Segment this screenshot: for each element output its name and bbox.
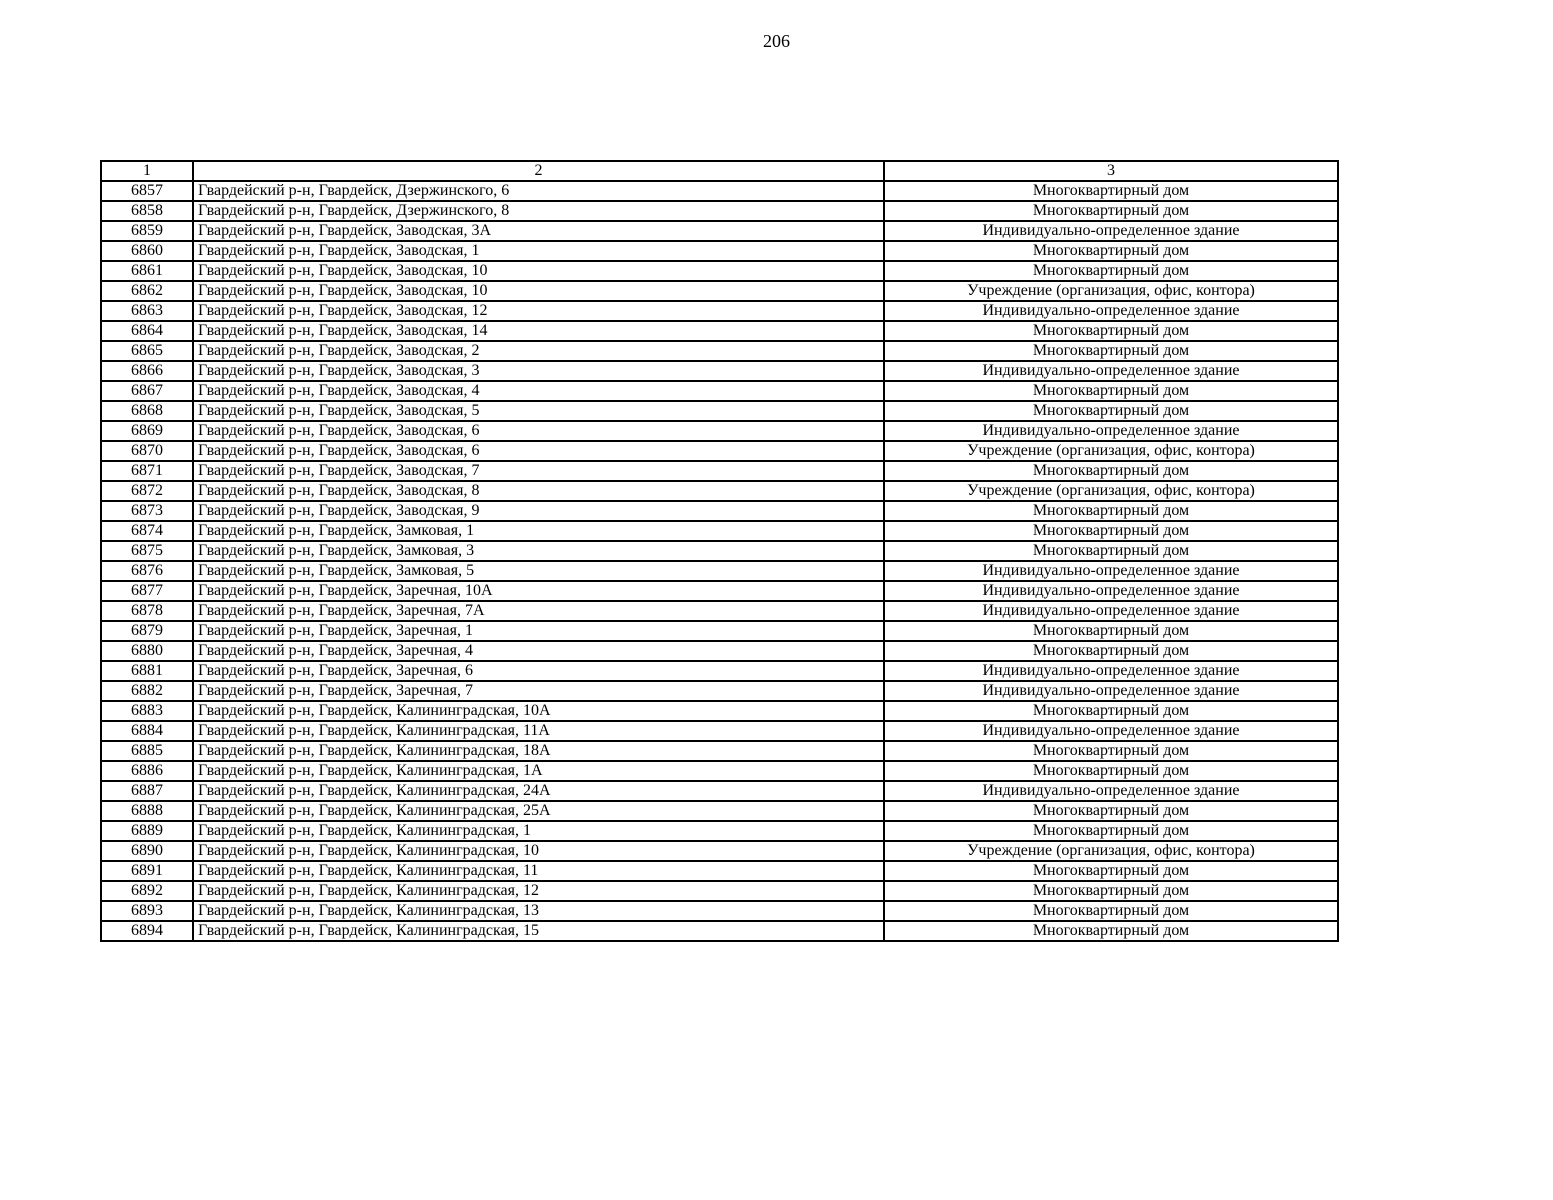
object-type-cell: Многоквартирный дом — [884, 861, 1338, 881]
object-type-cell: Индивидуально-определенное здание — [884, 421, 1338, 441]
table-row — [101, 881, 1338, 901]
object-type-cell: Многоквартирный дом — [884, 901, 1338, 921]
row-number: 6864 — [101, 321, 193, 341]
address-cell: Гвардейский р-н, Гвардейск, Заводская, 6 — [193, 441, 884, 461]
object-type-cell: Многоквартирный дом — [884, 341, 1338, 361]
table-row — [101, 641, 1338, 661]
address-cell: Гвардейский р-н, Гвардейск, Заречная, 6 — [193, 661, 884, 681]
address-cell: Гвардейский р-н, Гвардейск, Калининградская, 18А — [193, 741, 884, 761]
object-type-cell: Индивидуально-определенное здание — [884, 361, 1338, 381]
table-row — [101, 741, 1338, 761]
row-number: 6889 — [101, 821, 193, 841]
address-cell: Гвардейский р-н, Гвардейск, Калининградская, 1 — [193, 821, 884, 841]
table-row — [101, 461, 1338, 481]
table-row — [101, 401, 1338, 421]
column-number-3: 3 — [884, 161, 1338, 181]
row-number: 6859 — [101, 221, 193, 241]
object-type-cell: Индивидуально-определенное здание — [884, 581, 1338, 601]
table-row — [101, 801, 1338, 821]
row-number: 6871 — [101, 461, 193, 481]
row-number: 6885 — [101, 741, 193, 761]
row-number: 6870 — [101, 441, 193, 461]
address-cell: Гвардейский р-н, Гвардейск, Заречная, 10А — [193, 581, 884, 601]
column-number-1: 1 — [101, 161, 193, 181]
object-type-cell: Многоквартирный дом — [884, 501, 1338, 521]
table-row — [101, 781, 1338, 801]
table-row — [101, 861, 1338, 881]
address-cell: Гвардейский р-н, Гвардейск, Заводская, 1 — [193, 241, 884, 261]
table-row — [101, 721, 1338, 741]
object-type-cell: Многоквартирный дом — [884, 241, 1338, 261]
address-cell: Гвардейский р-н, Гвардейск, Заводская, 7 — [193, 461, 884, 481]
table-body — [101, 161, 1338, 941]
row-number: 6887 — [101, 781, 193, 801]
object-type-cell: Индивидуально-определенное здание — [884, 561, 1338, 581]
table-row — [101, 521, 1338, 541]
object-type-cell: Многоквартирный дом — [884, 701, 1338, 721]
address-cell: Гвардейский р-н, Гвардейск, Замковая, 1 — [193, 521, 884, 541]
address-cell: Гвардейский р-н, Гвардейск, Заводская, 3 — [193, 361, 884, 381]
address-cell: Гвардейский р-н, Гвардейск, Калининградская, 24А — [193, 781, 884, 801]
object-type-cell: Индивидуально-определенное здание — [884, 601, 1338, 621]
address-cell: Гвардейский р-н, Гвардейск, Заводская, 10 — [193, 281, 884, 301]
property-register-table — [100, 160, 1339, 942]
row-number: 6868 — [101, 401, 193, 421]
address-cell: Гвардейский р-н, Гвардейск, Калининградская, 12 — [193, 881, 884, 901]
address-cell: Гвардейский р-н, Гвардейск, Замковая, 3 — [193, 541, 884, 561]
address-cell: Гвардейский р-н, Гвардейск, Калининградская, 25А — [193, 801, 884, 821]
object-type-cell: Многоквартирный дом — [884, 261, 1338, 281]
row-number: 6876 — [101, 561, 193, 581]
table-row — [101, 381, 1338, 401]
object-type-cell: Индивидуально-определенное здание — [884, 721, 1338, 741]
object-type-cell: Индивидуально-определенное здание — [884, 221, 1338, 241]
table-row — [101, 481, 1338, 501]
address-cell: Гвардейский р-н, Гвардейск, Дзержинского, 8 — [193, 201, 884, 221]
object-type-cell: Многоквартирный дом — [884, 401, 1338, 421]
row-number: 6874 — [101, 521, 193, 541]
object-type-cell: Многоквартирный дом — [884, 621, 1338, 641]
table-row — [101, 281, 1338, 301]
row-number: 6867 — [101, 381, 193, 401]
address-cell: Гвардейский р-н, Гвардейск, Заречная, 7А — [193, 601, 884, 621]
object-type-cell: Учреждение (организация, офис, контора) — [884, 441, 1338, 461]
address-cell: Гвардейский р-н, Гвардейск, Заводская, 12 — [193, 301, 884, 321]
row-number: 6872 — [101, 481, 193, 501]
address-cell: Гвардейский р-н, Гвардейск, Заречная, 7 — [193, 681, 884, 701]
row-number: 6879 — [101, 621, 193, 641]
table-row — [101, 821, 1338, 841]
object-type-cell: Учреждение (организация, офис, контора) — [884, 481, 1338, 501]
object-type-cell: Индивидуально-определенное здание — [884, 681, 1338, 701]
address-cell: Гвардейский р-н, Гвардейск, Калининградская, 15 — [193, 921, 884, 941]
address-cell: Гвардейский р-н, Гвардейск, Калининградская, 10А — [193, 701, 884, 721]
page-number: 206 — [763, 31, 790, 51]
table-row — [101, 501, 1338, 521]
row-number: 6890 — [101, 841, 193, 861]
table-row — [101, 621, 1338, 641]
row-number: 6869 — [101, 421, 193, 441]
address-cell: Гвардейский р-н, Гвардейск, Заводская, 6 — [193, 421, 884, 441]
object-type-cell: Многоквартирный дом — [884, 381, 1338, 401]
row-number: 6866 — [101, 361, 193, 381]
object-type-cell: Многоквартирный дом — [884, 461, 1338, 481]
table-row — [101, 901, 1338, 921]
address-cell: Гвардейский р-н, Гвардейск, Заречная, 1 — [193, 621, 884, 641]
table-row — [101, 681, 1338, 701]
row-number: 6862 — [101, 281, 193, 301]
table-row — [101, 261, 1338, 281]
object-type-cell: Многоквартирный дом — [884, 181, 1338, 201]
address-cell: Гвардейский р-н, Гвардейск, Калининградская, 11 — [193, 861, 884, 881]
address-cell: Гвардейский р-н, Гвардейск, Калининградская, 13 — [193, 901, 884, 921]
table-row — [101, 921, 1338, 941]
row-number: 6884 — [101, 721, 193, 741]
row-number: 6888 — [101, 801, 193, 821]
object-type-cell: Многоквартирный дом — [884, 801, 1338, 821]
address-cell: Гвардейский р-н, Гвардейск, Заводская, 10 — [193, 261, 884, 281]
table-row — [101, 661, 1338, 681]
object-type-cell: Учреждение (организация, офис, контора) — [884, 841, 1338, 861]
address-cell: Гвардейский р-н, Гвардейск, Калининградская, 11А — [193, 721, 884, 741]
table-row — [101, 201, 1338, 221]
object-type-cell: Многоквартирный дом — [884, 821, 1338, 841]
object-type-cell: Многоквартирный дом — [884, 641, 1338, 661]
object-type-cell: Многоквартирный дом — [884, 201, 1338, 221]
table-row — [101, 241, 1338, 261]
address-cell: Гвардейский р-н, Гвардейск, Калининградская, 10 — [193, 841, 884, 861]
table-row — [101, 581, 1338, 601]
address-cell: Гвардейский р-н, Гвардейск, Заводская, 4 — [193, 381, 884, 401]
row-number: 6873 — [101, 501, 193, 521]
row-number: 6878 — [101, 601, 193, 621]
row-number: 6865 — [101, 341, 193, 361]
object-type-cell: Многоквартирный дом — [884, 541, 1338, 561]
row-number: 6860 — [101, 241, 193, 261]
row-number: 6883 — [101, 701, 193, 721]
table-row — [101, 601, 1338, 621]
table-row — [101, 561, 1338, 581]
row-number: 6880 — [101, 641, 193, 661]
row-number: 6861 — [101, 261, 193, 281]
table-row — [101, 301, 1338, 321]
row-number: 6886 — [101, 761, 193, 781]
table-row — [101, 541, 1338, 561]
object-type-cell: Учреждение (организация, офис, контора) — [884, 281, 1338, 301]
object-type-cell: Многоквартирный дом — [884, 521, 1338, 541]
object-type-cell: Многоквартирный дом — [884, 741, 1338, 761]
row-number: 6875 — [101, 541, 193, 561]
object-type-cell: Индивидуально-определенное здание — [884, 661, 1338, 681]
table-row — [101, 341, 1338, 361]
table-row — [101, 421, 1338, 441]
address-cell: Гвардейский р-н, Гвардейск, Заводская, 2 — [193, 341, 884, 361]
table-row — [101, 321, 1338, 341]
object-type-cell: Многоквартирный дом — [884, 881, 1338, 901]
row-number: 6858 — [101, 201, 193, 221]
row-number: 6891 — [101, 861, 193, 881]
row-number: 6857 — [101, 181, 193, 201]
table-row — [101, 841, 1338, 861]
column-number-2: 2 — [193, 161, 884, 181]
address-cell: Гвардейский р-н, Гвардейск, Заводская, 5 — [193, 401, 884, 421]
row-number: 6892 — [101, 881, 193, 901]
object-type-cell: Индивидуально-определенное здание — [884, 301, 1338, 321]
object-type-cell: Многоквартирный дом — [884, 321, 1338, 341]
address-cell: Гвардейский р-н, Гвардейск, Замковая, 5 — [193, 561, 884, 581]
address-cell: Гвардейский р-н, Гвардейск, Калининградская, 1А — [193, 761, 884, 781]
address-cell: Гвардейский р-н, Гвардейск, Заводская, 3А — [193, 221, 884, 241]
column-number-row — [101, 161, 1338, 181]
row-number: 6893 — [101, 901, 193, 921]
object-type-cell: Многоквартирный дом — [884, 921, 1338, 941]
address-cell: Гвардейский р-н, Гвардейск, Заречная, 4 — [193, 641, 884, 661]
row-number: 6882 — [101, 681, 193, 701]
address-cell: Гвардейский р-н, Гвардейск, Заводская, 14 — [193, 321, 884, 341]
address-cell: Гвардейский р-н, Гвардейск, Дзержинского, 6 — [193, 181, 884, 201]
row-number: 6881 — [101, 661, 193, 681]
address-cell: Гвардейский р-н, Гвардейск, Заводская, 9 — [193, 501, 884, 521]
table-row — [101, 361, 1338, 381]
table-row — [101, 221, 1338, 241]
table-row — [101, 701, 1338, 721]
table-row — [101, 181, 1338, 201]
object-type-cell: Индивидуально-определенное здание — [884, 781, 1338, 801]
row-number: 6877 — [101, 581, 193, 601]
object-type-cell: Многоквартирный дом — [884, 761, 1338, 781]
table-row — [101, 761, 1338, 781]
row-number: 6863 — [101, 301, 193, 321]
row-number: 6894 — [101, 921, 193, 941]
address-cell: Гвардейский р-н, Гвардейск, Заводская, 8 — [193, 481, 884, 501]
table-row — [101, 441, 1338, 461]
